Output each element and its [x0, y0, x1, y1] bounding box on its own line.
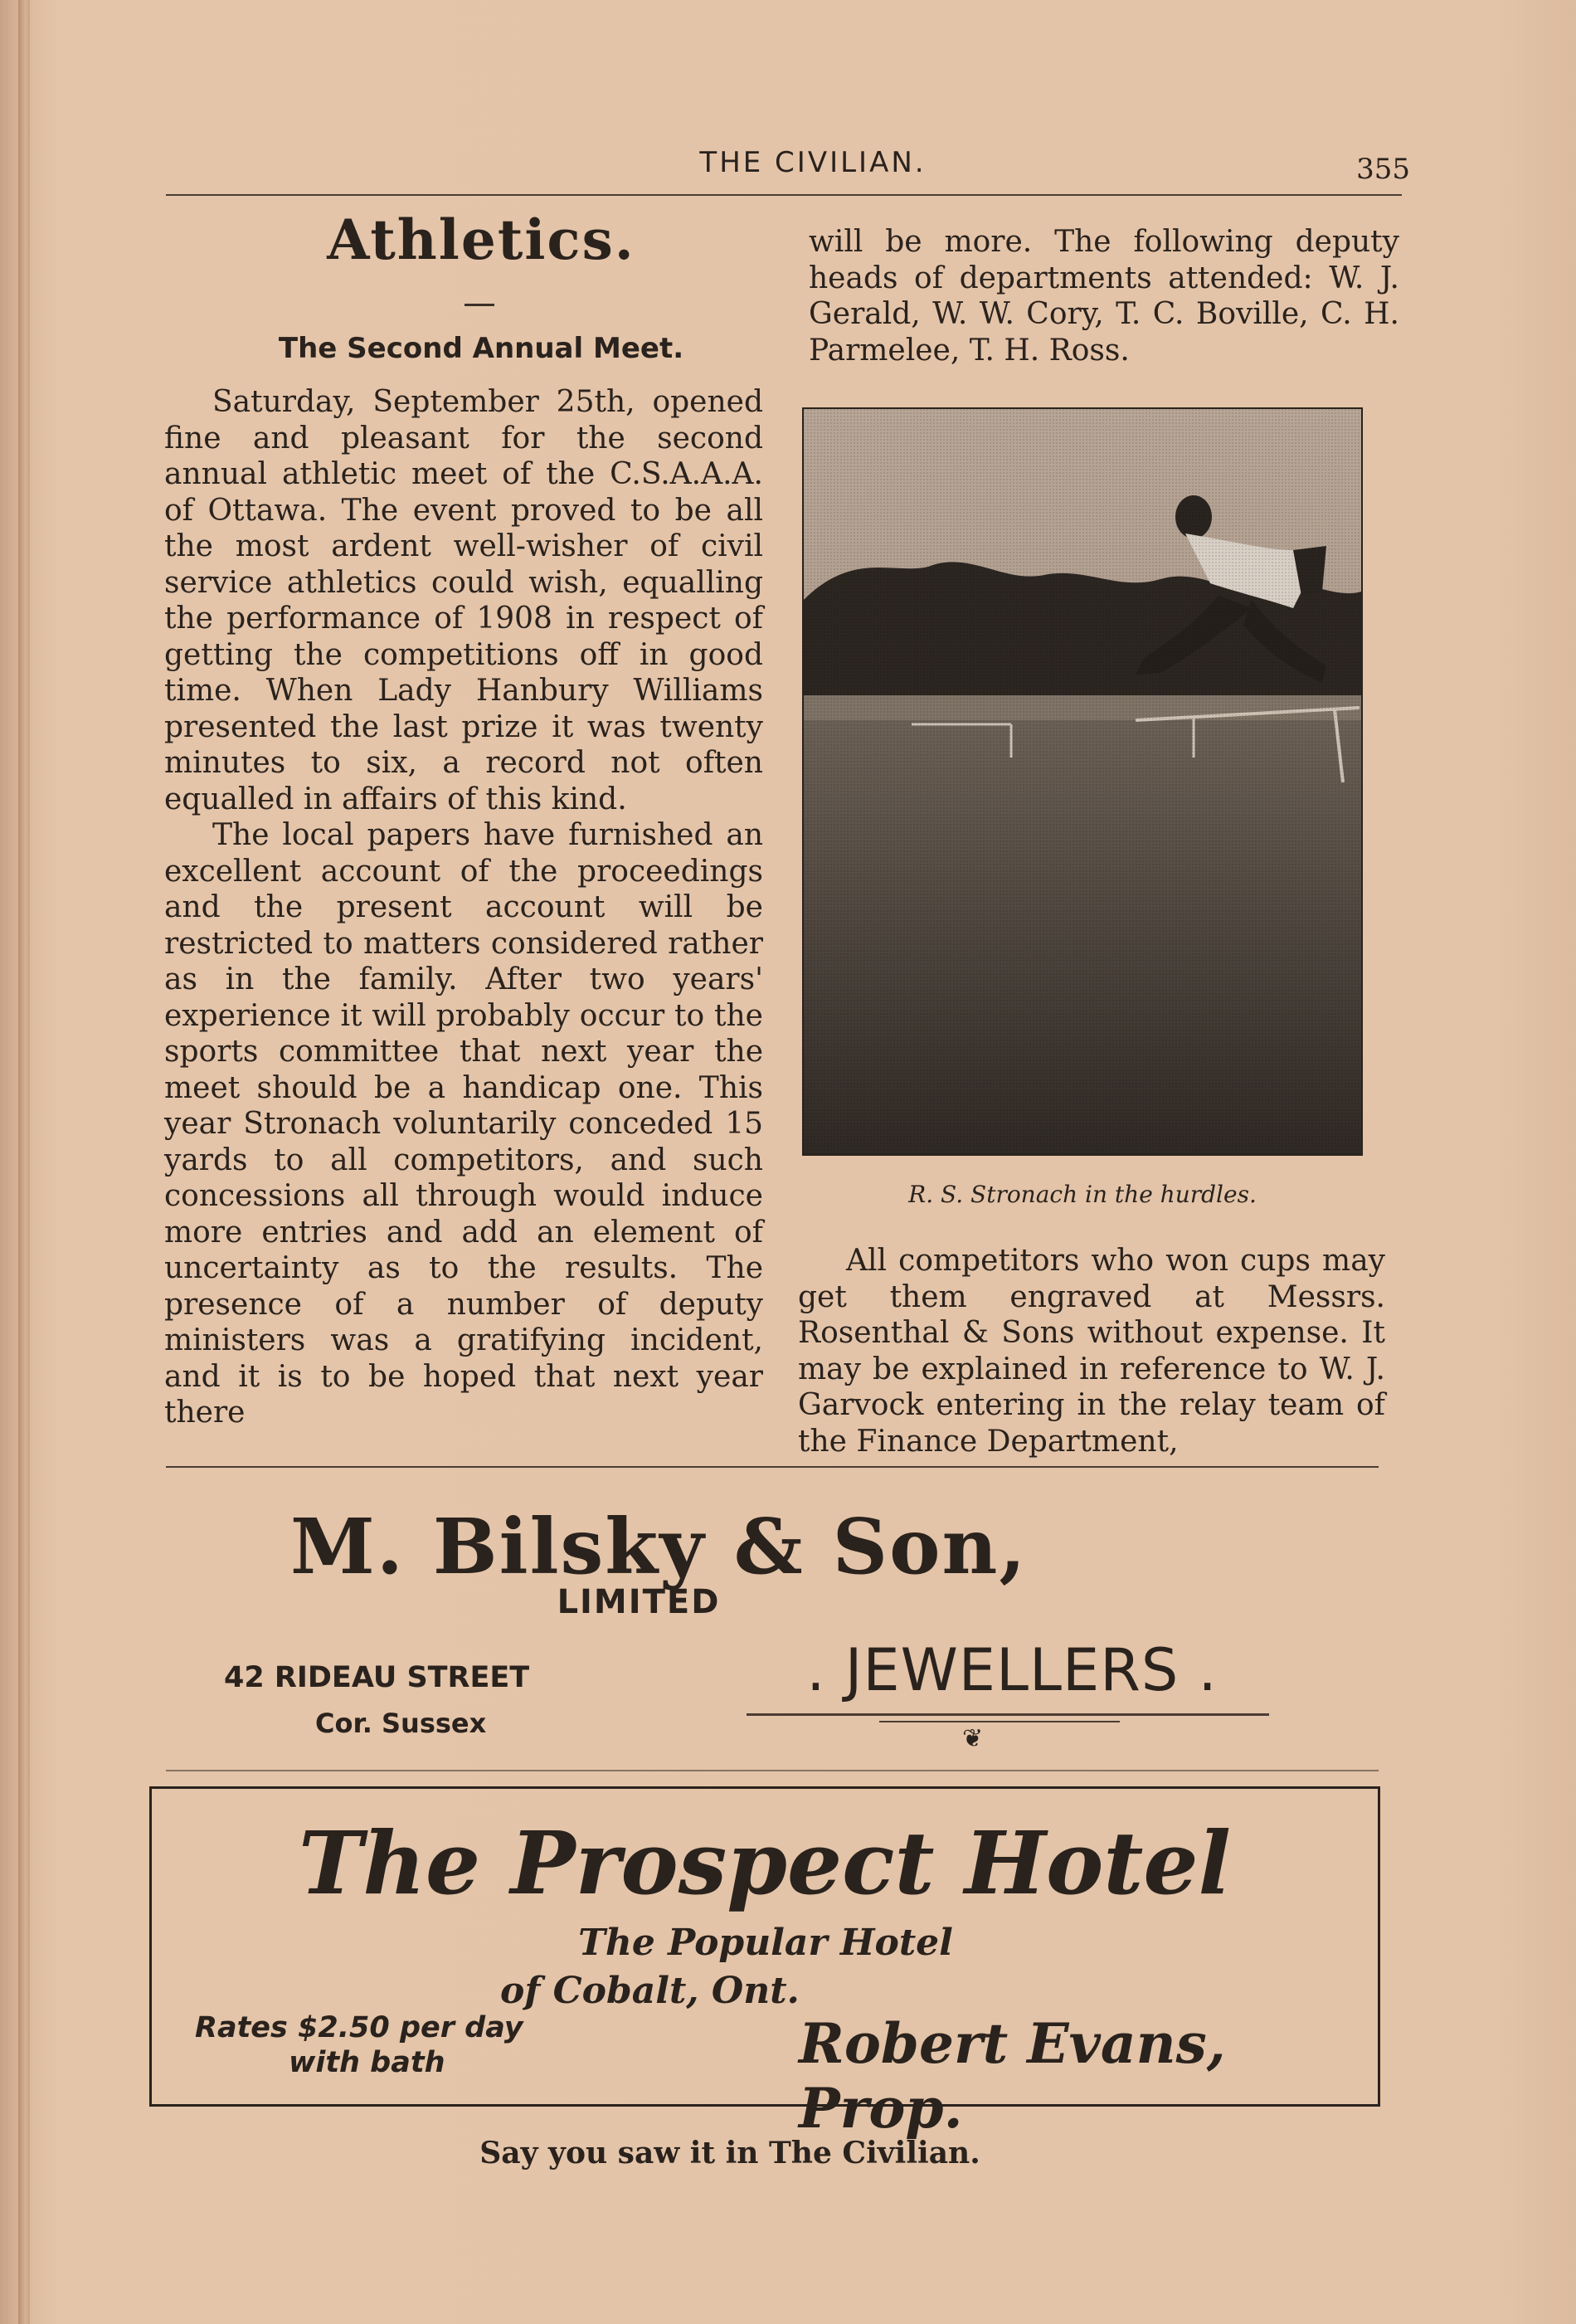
page-header — [166, 146, 1410, 196]
hotel-ad-proprietor: Robert Evans, Prop. — [799, 2011, 1226, 2141]
page-number: 355 — [1356, 153, 1410, 186]
ad-separator-rule — [166, 1770, 1379, 1771]
left-column — [164, 384, 763, 1431]
running-title: THE CIVILIAN. — [699, 146, 927, 179]
paragraph-1: Saturday, September 25th, opened fine and pleasant for the second annual athletic meet of the C.S.A.A.A. of Ottawa. The event proved to be all the most ardent well-wisher of civil service athletics could wish, equalling the performance of 1908 in respect of getting the competitions off in good time. When Lady Hanbury Williams presented the last prize it was twenty minutes to six, a record not often equalled in affairs of this kind. — [164, 385, 763, 816]
bilsky-ad-limited: LIMITED — [557, 1583, 721, 1621]
paragraph-3: All competitors who won cups may get them engraved at Messrs. Rosenthal & Sons without expense. It may be explained in reference to W. J. Garvock entering in the relay team of the Finance Department, — [798, 1244, 1385, 1459]
jewellers-underline-short — [879, 1721, 1120, 1722]
hurdles-photo-image — [804, 409, 1361, 1154]
bilsky-ad-name: M. Bilsky & Son, — [290, 1502, 1028, 1591]
section-title: Athletics. — [327, 207, 635, 272]
footer-slogan: Say you saw it in The Civilian. — [479, 2136, 980, 2171]
title-divider — [465, 304, 494, 306]
article-subtitle: The Second Annual Meet. — [278, 332, 684, 365]
paragraph-continued: will be more. The following deputy heads of departments attended: W. J. Gerald, W. W. Cory, T. C. Boville, C. H. Parmelee, T. H. Ross. — [809, 225, 1399, 368]
header-rule — [166, 194, 1402, 196]
hotel-ad-name: The Prospect Hotel — [298, 1812, 1232, 1914]
paragraph-2: The local papers have furnished an excellent account of the proceedings and the present account will be restricted to matters considered rather as in the family. After two years' experience it will probably occur to the sports committee that next year the meet should be a handicap one. This year Stronach voluntarily conceded 15 yards to all competitors, and such concessions all through would induce more entries and add an element of uncertainty as to the results. The presence of a number of deputy ministers was a gratifying incident, and it is to be hoped that next year there — [164, 818, 763, 1430]
book-spine-edge — [18, 0, 30, 2324]
bilsky-ad-address: 42 RIDEAU STREET — [224, 1661, 530, 1694]
hotel-ad-tagline: The Popular Hotel — [578, 1922, 953, 1964]
hotel-ad-box — [149, 1786, 1380, 2141]
bilsky-ad-trade: . JEWELLERS . — [806, 1636, 1218, 1704]
right-column-top — [809, 224, 1399, 368]
jewellers-underline — [747, 1713, 1269, 1716]
hotel-ad-rates: Rates $2.50 per day — [195, 2011, 523, 2044]
hotel-ad-location: of Cobalt, Ont. — [500, 1970, 800, 2012]
photo-caption: R. S. Stronach in the hurdles. — [908, 1181, 1257, 1208]
right-column-bottom — [798, 1243, 1385, 1459]
article-end-rule — [166, 1466, 1379, 1468]
hotel-ad-rates-note: with bath — [289, 2046, 445, 2079]
ornament-icon: ❦ — [962, 1724, 984, 1753]
bilsky-ad-corner: Cor. Sussex — [315, 1708, 487, 1739]
hurdles-photo — [802, 407, 1363, 1156]
